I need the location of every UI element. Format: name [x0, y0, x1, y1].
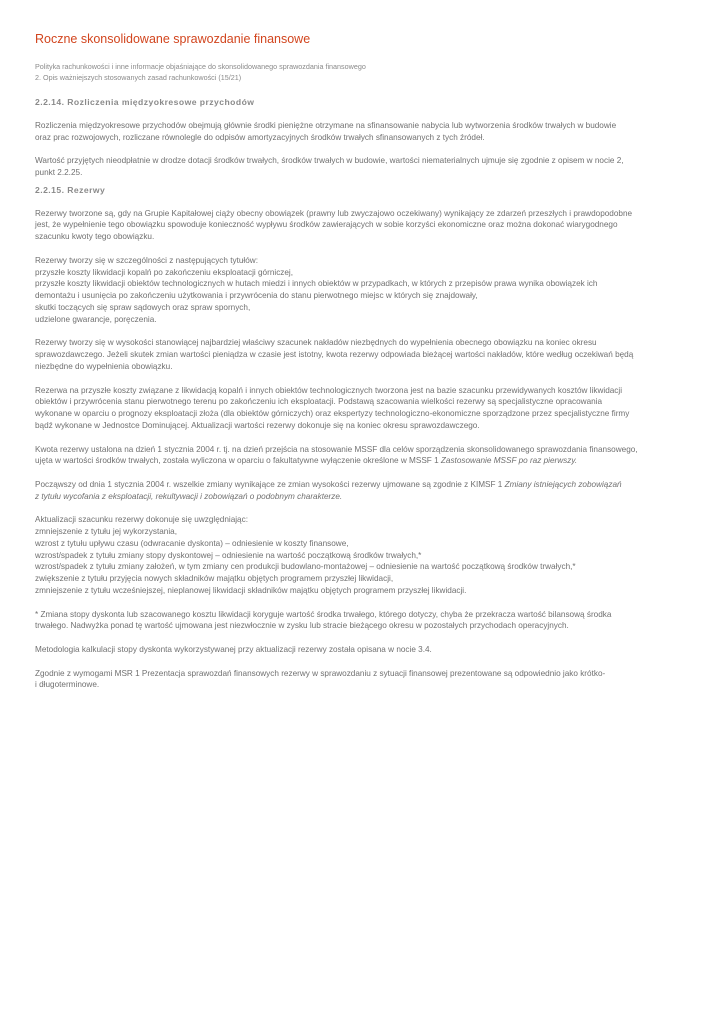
paragraph [35, 444, 685, 468]
list-item: przyszłe koszty likwidacji obiektów technologicznych w hutach miedzi i innych obiektów w przypadkach, w których z przepisów prawa wynika obowiązek ich [35, 279, 598, 289]
list-item: wzrost/spadek z tytułu zmiany stopy dyskontowej – odniesienie na wartość początkową środków trwałych,* [35, 550, 422, 560]
text-line [35, 479, 685, 491]
italic-title: Zastosowanie MSSF po raz pierwszy. [440, 456, 578, 466]
text-line: punkt 2.2.25. [35, 167, 83, 177]
text-line: Rezerwy tworzone są, gdy na Grupie Kapitałowej ciąży obecny obowiązek (prawny lub zwyczajowo oczekiwany) wynikający ze zdarzeń przeszłych i prawdopodobne [35, 208, 633, 218]
text-line: bądź wykonane w Jednostce Dominującej. Aktualizacji wartości rezerwy dokonuje się na koniec okresu sprawozdawczego. [35, 420, 480, 430]
text-line: * Zmiana stopy dyskonta lub szacowanego kosztu likwidacji koryguje wartość środka trwałego, którego dotyczy, chyba że przekracza wartość bilansową środka [35, 609, 612, 619]
paragraph [35, 385, 685, 432]
list-item: zwiększenie z tytułu przyjęcia nowych składników majątku objętych programem przyszłej likwidacji, [35, 574, 394, 584]
breadcrumb-line: 2. Opis ważniejszych stosowanych zasad rachunkowości (15/21) [35, 73, 242, 82]
footnote [35, 609, 685, 633]
list-item: zmniejszenie z tytułu wcześniejszej, nieplanowej likwidacji składników majątku objętych programem przyszłej likwidacji. [35, 586, 467, 596]
list-item: skutki toczących się spraw sądowych oraz spraw spornych, [35, 302, 251, 312]
text-segment: ujęta w wartości środków trwałych, została wyliczona w oparciu o fakultatywne wyłączenie określone w MSSF 1 [35, 456, 441, 466]
paragraph [35, 514, 685, 597]
breadcrumb-line: Polityka rachunkowości i inne informacje objaśniające do skonsolidowanego sprawozdania finansowego [35, 62, 366, 71]
paragraph [35, 668, 685, 692]
list-item: zmniejszenie z tytułu jej wykorzystania, [35, 527, 177, 537]
breadcrumb [35, 61, 366, 83]
text-line: Rezerwy tworzy się w wysokości stanowiącej najbardziej właściwy szacunek nakładów niezbędnych do wypełnienia obecnego obowiązku na koniec okresu [35, 338, 597, 348]
section-heading: 2.2.14. Rozliczenia międzyokresowe przychodów [35, 97, 255, 107]
list-item: wzrost z tytułu upływu czasu (odwracanie dyskonta) – odniesienie w koszty finansowe, [35, 538, 349, 548]
page-title: Roczne skonsolidowane sprawozdanie finansowe [35, 32, 311, 46]
paragraph [35, 155, 685, 179]
text-line [35, 455, 685, 467]
text-line: Aktualizacji szacunku rezerwy dokonuje się uwzględniając: [35, 515, 248, 525]
italic-title: z tytułu wycofania z eksploatacji, rekultywacji i zobowiązań o podobnym charakterze. [35, 491, 343, 501]
paragraph [35, 337, 685, 372]
list-item: wzrost/spadek z tytułu zmiany założeń, w tym zmiany cen produkcji budowlano-montażowej – odniesienie na wartość początkową środków trwałych,* [35, 562, 576, 572]
text-line: Rezerwa na przyszłe koszty związane z likwidacją kopalń i innych obiektów technologicznych tworzona jest na bazie szacunku przewidywanych kosztów likwidacji [35, 385, 623, 395]
paragraph [35, 479, 685, 503]
text-line: Metodologia kalkulacji stopy dyskonta wykorzystywanej przy aktualizacji rezerwy została opisana w nocie 3.4. [35, 645, 432, 655]
text-line: szacunku kwoty tego obowiązku. [35, 232, 155, 242]
text-line: jest, że wypełnienie tego obowiązku spowoduje konieczność wypływu środków zawierających w sobie korzyści ekonomiczne oraz można dokonać wiarygodnego [35, 220, 618, 230]
section-heading: 2.2.15. Rezerwy [35, 184, 106, 195]
paragraph [35, 208, 685, 243]
text-segment: Począwszy od dnia 1 stycznia 2004 r. wszelkie zmiany wynikające ze zmian wysokości rezerwy ujmowane są zgodnie z KIMSF 1 [35, 479, 505, 489]
paragraph [35, 644, 685, 656]
text-line: Zgodnie z wymogami MSR 1 Prezentacja sprawozdań finansowych rezerwy w sprawozdaniu z sytuacji finansowej prezentowane są odpowiednio jako krótko- [35, 668, 606, 678]
text-line: sprawozdawczego. Jeżeli skutek zmian wartości pieniądza w czasie jest istotny, kwota rezerwy odpowiada bieżącej wartości nakładów, które według oczekiwań będą [35, 350, 634, 360]
text-line: oraz prac rozwojowych, rozliczane równolegle do odpisów amortyzacyjnych środków trwałych sfinansowanych z tych źródeł. [35, 132, 485, 142]
text-line: Kwota rezerwy ustalona na dzień 1 stycznia 2004 r. tj. na dzień przejścia na stosowanie MSSF dla celów sporządzenia skonsolidowanego sprawozdania finansowego, [35, 444, 638, 454]
text-line: obiektów i przywrócenia stanu pierwotnego terenu po zakończeniu ich eksploatacji. Podstawą szacowania wielkości rezerwy są specjalistyczne opracowania [35, 397, 603, 407]
document-body [35, 97, 685, 691]
paragraph [35, 255, 685, 326]
text-line: wykonane w oparciu o prognozy eksploatacji złoża (dla obiektów górniczych) oraz ekspertyzy technologiczno-ekonomiczne sporządzone przez specjalistyczne firmy [35, 409, 630, 419]
list-item: demontażu i usunięcia po zakończeniu użytkowania i przywrócenia do stanu pierwotnego miejsc w których się znajdowały, [35, 291, 478, 301]
text-line: niezbędne do wypełnienia obowiązku. [35, 361, 173, 371]
paragraph [35, 120, 685, 144]
italic-title: Zmiany istniejących zobowiązań [504, 479, 622, 489]
list-item: udzielone gwarancje, poręczenia. [35, 314, 157, 324]
text-line: Wartość przyjętych nieodpłatnie w drodze dotacji środków trwałych, środków trwałych w budowie, wartości niematerialnych ujmuje się zgodnie z opisem w nocie 2, [35, 156, 624, 166]
text-line: i długoterminowe. [35, 680, 100, 690]
text-line: Rozliczenia międzyokresowe przychodów obejmują głównie środki pieniężne otrzymane na sfinansowanie nabycia lub wytworzenia środków trwałych w budowie [35, 120, 617, 130]
text-line: trwałego. Nadwyżka ponad tę wartość ujmowana jest niezwłocznie w zysku lub stracie bieżącego okresu w pozostałych przychodach operacyjnych. [35, 621, 569, 631]
text-line: Rezerwy tworzy się w szczególności z następujących tytułów: [35, 255, 258, 265]
list-item: przyszłe koszty likwidacji kopalń po zakończeniu eksploatacji górniczej, [35, 267, 294, 277]
